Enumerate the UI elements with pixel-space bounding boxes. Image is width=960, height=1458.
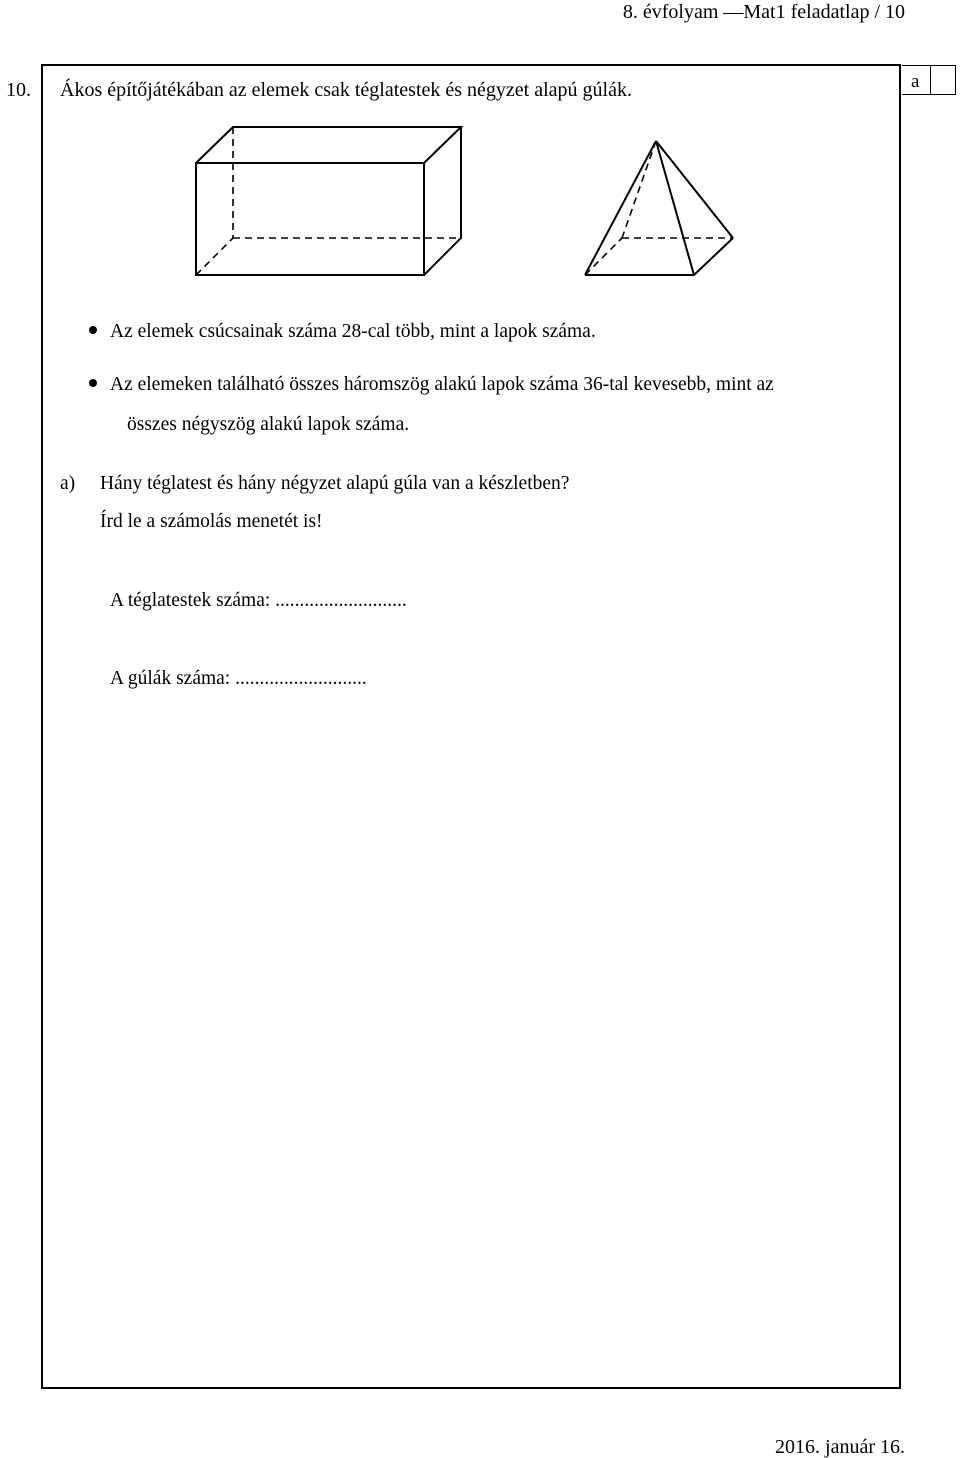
- rectangular-box-figure: [196, 127, 461, 275]
- footer-date: 2016. január 16.: [775, 1436, 905, 1458]
- pyramid-base-edges: [585, 238, 733, 275]
- pyramid-hidden-edges: [585, 141, 733, 275]
- question-text: Hány téglatest és hány négyzet alapú gúla van a készletben?: [100, 473, 570, 494]
- condition-1: Az elemek csúcsainak száma 28-cal több, mint a lapok száma.: [110, 321, 596, 342]
- page-header-title: 8. évfolyam —Mat1 feladatlap / 10: [622, 1, 905, 23]
- box-front-face: [196, 163, 424, 275]
- answer-pyramids-count[interactable]: A gúlák száma: ...........................: [110, 668, 367, 689]
- condition-2-continued: összes négyszög alakú lapok száma.: [127, 414, 410, 435]
- box-hidden-edges: [196, 127, 461, 275]
- task-number: 10.: [6, 79, 31, 101]
- box-right-face: [424, 127, 461, 275]
- answer-boxes-count[interactable]: A téglatestek száma: ...........................: [110, 590, 407, 611]
- question-instruction: Írd le a számolás menetét is!: [100, 511, 323, 532]
- bullet-icon: [89, 326, 97, 334]
- square-pyramid-figure: [585, 141, 733, 275]
- figures: [0, 0, 960, 300]
- task-intro: Ákos építőjátékában az elemek csak téglatestek és négyzet alapú gúlák.: [60, 79, 632, 101]
- condition-2: Az elemeken található összes háromszög alakú lapok száma 36-tal kevesebb, mint az: [110, 374, 774, 395]
- box-top-face: [196, 127, 461, 163]
- score-label: a: [911, 71, 920, 92]
- question-label: a): [60, 473, 76, 494]
- bullet-icon: [89, 379, 97, 387]
